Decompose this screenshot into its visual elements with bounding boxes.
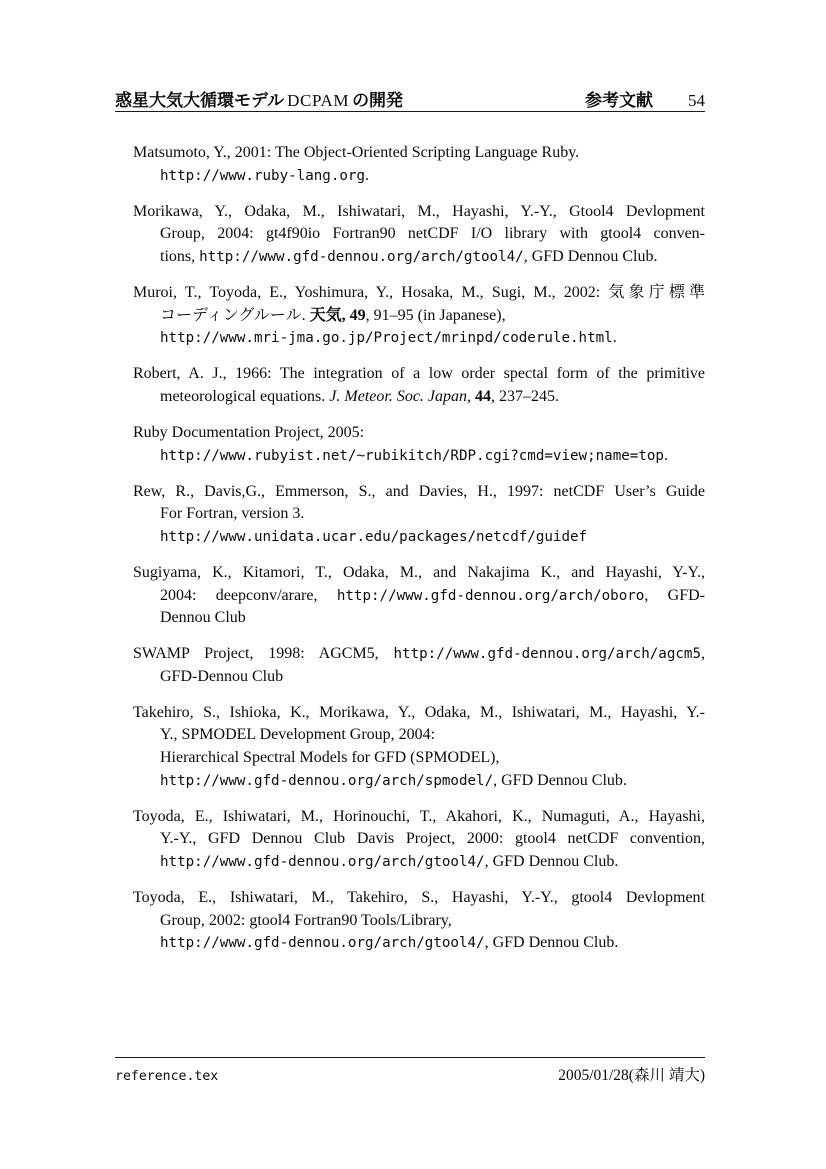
text-segment: SWAMP Project, 1998: AGCM5, [133, 645, 394, 663]
text-segment: Ruby Documentation Project, 2005: [133, 423, 365, 441]
reference-line [133, 851, 705, 874]
reference-line [133, 702, 705, 725]
reference-entry [133, 806, 705, 874]
reference-line [133, 201, 705, 224]
references-list [133, 142, 705, 968]
text-segment: コーディングルール. [160, 306, 310, 324]
header-right [585, 86, 705, 111]
page-footer [115, 1063, 705, 1085]
reference-line [133, 932, 705, 955]
text-segment: , GFD Dennou Club. [493, 771, 627, 789]
reference-line [133, 503, 705, 526]
text-segment: Robert, A. J., 1966: The integration of a low order spectal form of the primitive [133, 365, 705, 383]
footer-rule [115, 1057, 705, 1058]
text-segment: , GFD Dennou Club. [523, 247, 658, 265]
text-segment: tions, [160, 247, 200, 265]
text-segment: 49 [349, 306, 366, 324]
text-segment: 気象庁標準 [608, 283, 705, 301]
text-segment: J. Meteor. Soc. Japan [329, 387, 468, 405]
reference-line [133, 666, 705, 689]
header-rule [115, 111, 705, 112]
text-segment: Morikawa, Y., Odaka, M., Ishiwatari, M., Hayashi, Y.-Y., Gtool4 Devlopment [133, 202, 705, 220]
text-segment: 天気, [309, 306, 350, 324]
running-title-jp-left: 惑星大気大循環モデル [115, 91, 285, 110]
reference-entry [133, 142, 705, 187]
reference-line [133, 806, 705, 829]
reference-line [133, 828, 705, 851]
reference-line [133, 327, 705, 350]
text-segment: , GFD Dennou Club. [484, 934, 619, 952]
text-segment: Matsumoto, Y., 2001: The Object-Oriented Scripting Language Ruby. [133, 144, 580, 161]
reference-entry [133, 887, 705, 955]
reference-line [133, 165, 705, 188]
text-segment: Toyoda, E., Ishiwatari, M., Takehiro, S., Hayashi, Y.-Y., gtool4 Devlopment [133, 889, 705, 907]
text-segment: meteorological equations. [160, 387, 330, 405]
reference-entry [133, 201, 705, 269]
url-text: http://www.gfd-dennou.org/arch/spmodel/ [160, 772, 494, 789]
reference-line [133, 305, 705, 328]
reference-entry [133, 562, 705, 630]
model-name: DCPAM [287, 91, 350, 110]
reference-line [133, 585, 705, 608]
reference-line [133, 282, 705, 305]
reference-line [133, 481, 705, 504]
text-segment: , GFD- [644, 586, 705, 604]
text-segment: Muroi, T., Toyoda, E., Yoshimura, Y., Hosaka, M., Sugi, M., 2002: [133, 283, 609, 301]
reference-line [133, 142, 705, 165]
text-segment: Takehiro, S., Ishioka, K., Morikawa, Y., Odaka, M., Ishiwatari, M., Hayashi, Y.- [133, 703, 705, 721]
reference-entry [133, 422, 705, 467]
text-segment: , 237–245. [491, 387, 560, 405]
text-segment: , [467, 387, 476, 405]
page-number: 54 [688, 91, 705, 110]
reference-line [133, 747, 705, 770]
text-segment: Hierarchical Spectral Models for GFD (SPMODEL), [160, 749, 500, 767]
running-title-jp-right: の開発 [352, 91, 404, 110]
reference-line [133, 724, 705, 747]
text-segment: Group, 2002: gtool4 Fortran90 Tools/Library, [160, 911, 452, 929]
reference-line [133, 910, 705, 933]
reference-line [133, 246, 705, 269]
running-title [115, 86, 403, 111]
text-segment: Rew, R., Davis,G., Emmerson, S., and Davies, H., 1997: netCDF User’s Guide [133, 482, 705, 500]
url-text: http://www.gfd-dennou.org/arch/gtool4/ [160, 853, 485, 870]
text-segment: For Fortran, version 3. [160, 505, 305, 523]
reference-line [133, 363, 705, 386]
page-header [115, 86, 705, 111]
reference-entry [133, 481, 705, 549]
url-text: http://www.ruby-lang.org [160, 167, 365, 184]
reference-line [133, 386, 705, 409]
text-segment: . [663, 446, 668, 464]
text-segment: . [612, 329, 617, 347]
url-text: http://www.gfd-dennou.org/arch/gtool4/ [160, 935, 485, 952]
reference-line [133, 445, 705, 468]
text-segment: Group, 2004: gt4f90io Fortran90 netCDF I/O library with gtool4 conven- [160, 225, 705, 243]
footer-date-author: 2005/01/28(森川 靖大) [558, 1067, 705, 1084]
text-segment: . [365, 166, 369, 184]
text-segment: Sugiyama, K., Kitamori, T., Odaka, M., and Nakajima K., and Hayashi, Y-Y., [133, 563, 705, 581]
reference-line [133, 643, 705, 666]
text-segment: Toyoda, E., Ishiwatari, M., Horinouchi, T., Akahori, K., Numaguti, A., Hayashi, [133, 807, 705, 825]
reference-line [133, 526, 705, 549]
section-title: 参考文献 [585, 91, 653, 110]
text-segment: Y., SPMODEL Development Group, 2004: [160, 726, 436, 744]
reference-line [133, 770, 705, 793]
text-segment: GFD-Dennou Club [160, 667, 284, 685]
text-segment: Dennou Club [160, 609, 246, 627]
url-text: http://www.mri-jma.go.jp/Project/mrinpd/coderule.html [160, 330, 613, 347]
reference-line [133, 607, 705, 630]
text-segment: 2004: deepconv/arare, [160, 586, 337, 604]
text-segment: , GFD Dennou Club. [484, 852, 619, 870]
footer-filename: reference.tex [115, 1069, 219, 1084]
reference-entry [133, 643, 705, 688]
text-segment: , [701, 645, 705, 663]
text-segment: 44 [475, 387, 492, 405]
reference-entry [133, 363, 705, 408]
reference-line [133, 422, 705, 445]
text-segment: Y.-Y., GFD Dennou Club Davis Project, 2000: gtool4 netCDF convention, [160, 830, 705, 848]
reference-entry [133, 702, 705, 792]
url-text: http://www.gfd-dennou.org/arch/oboro [336, 587, 645, 604]
url-text: http://www.gfd-dennou.org/arch/gtool4/ [199, 248, 524, 265]
reference-line [133, 887, 705, 910]
url-text: http://www.unidata.ucar.edu/packages/netcdf/guidef [160, 528, 588, 545]
reference-line [133, 223, 705, 246]
text-segment: , 91–95 (in Japanese), [365, 306, 506, 324]
url-text: http://www.rubyist.net/~rubikitch/RDP.cgi?cmd=view;name=top [160, 447, 664, 464]
reference-entry [133, 282, 705, 350]
reference-line [133, 562, 705, 585]
url-text: http://www.gfd-dennou.org/arch/agcm5 [393, 646, 701, 663]
